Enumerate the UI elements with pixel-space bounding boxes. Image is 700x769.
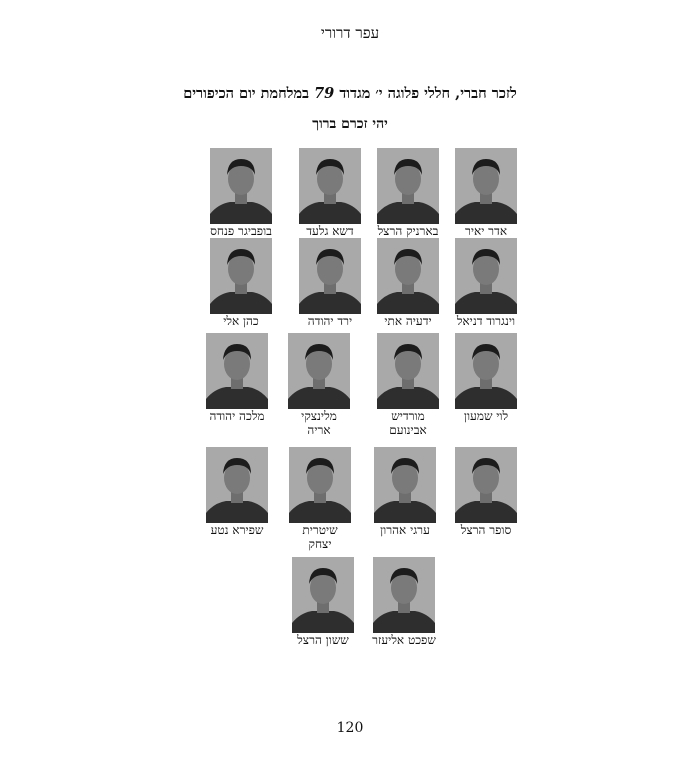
page-number: 120 [336,720,364,736]
portrait-photo [455,333,517,409]
title-text-end: במלחמת יום הכיפורים [183,85,315,102]
name-line-1: בארניק הרצל [377,224,439,238]
portrait-photo [455,148,517,224]
memorial-subtitle: יהי זכרם ברוך [312,116,388,132]
name-line-1: ערגי אהרון [380,523,430,537]
person-name [187,224,295,238]
portrait-photo [455,447,517,523]
name-line-1: מלינצקי [301,409,337,423]
portrait-photo [206,447,268,523]
title-text-start: לזכר חברי, חללי פלוגה י׳ מגדוד [334,85,517,102]
portrait-photo [377,333,439,409]
name-line-1: אדר יאיר [464,224,508,238]
name-line-1: סופר הרצל [460,523,512,537]
person-name [183,409,291,423]
portrait-photo [377,148,439,224]
person-name [269,633,377,647]
name-line-1: כהן אלי [223,314,259,328]
name-line-2: אבינועם [389,423,427,437]
portrait-photo [455,238,517,314]
name-line-1: ידעיה אתי [384,314,432,328]
name-line-1: שפירא נטע [210,523,264,537]
title-battalion-number: 79 [314,85,335,102]
name-line-1: ששון הרצל [297,633,349,647]
name-line-1: וינגרוד דניאל [456,314,516,328]
portrait-photo [289,447,351,523]
name-line-1: דשא גלעד [306,224,354,238]
portrait-photo [299,148,361,224]
person-name [183,523,291,537]
name-line-1: ירד יהודה [307,314,353,328]
running-head: עפר דרורי [320,24,380,42]
person-name [187,314,295,328]
portrait-photo [210,238,272,314]
portrait-photo [374,447,436,523]
name-line-1: שפכט אליעזר [372,633,436,647]
portrait-photo [373,557,435,633]
name-line-1: לוי שמעון [463,409,509,423]
portrait-photo [377,238,439,314]
name-line-1: שיטרית [302,523,338,537]
portrait-photo [288,333,350,409]
portrait-photo [299,238,361,314]
portrait-photo [292,557,354,633]
portrait-photo [210,148,272,224]
name-line-1: מלכה יהודה [209,409,265,423]
name-line-2: יצחק [308,537,332,551]
name-line-2: אריה [307,423,331,437]
name-line-1: בופביגר פנחס [210,224,272,238]
name-line-1: מורדיש [391,409,425,423]
portrait-photo [206,333,268,409]
